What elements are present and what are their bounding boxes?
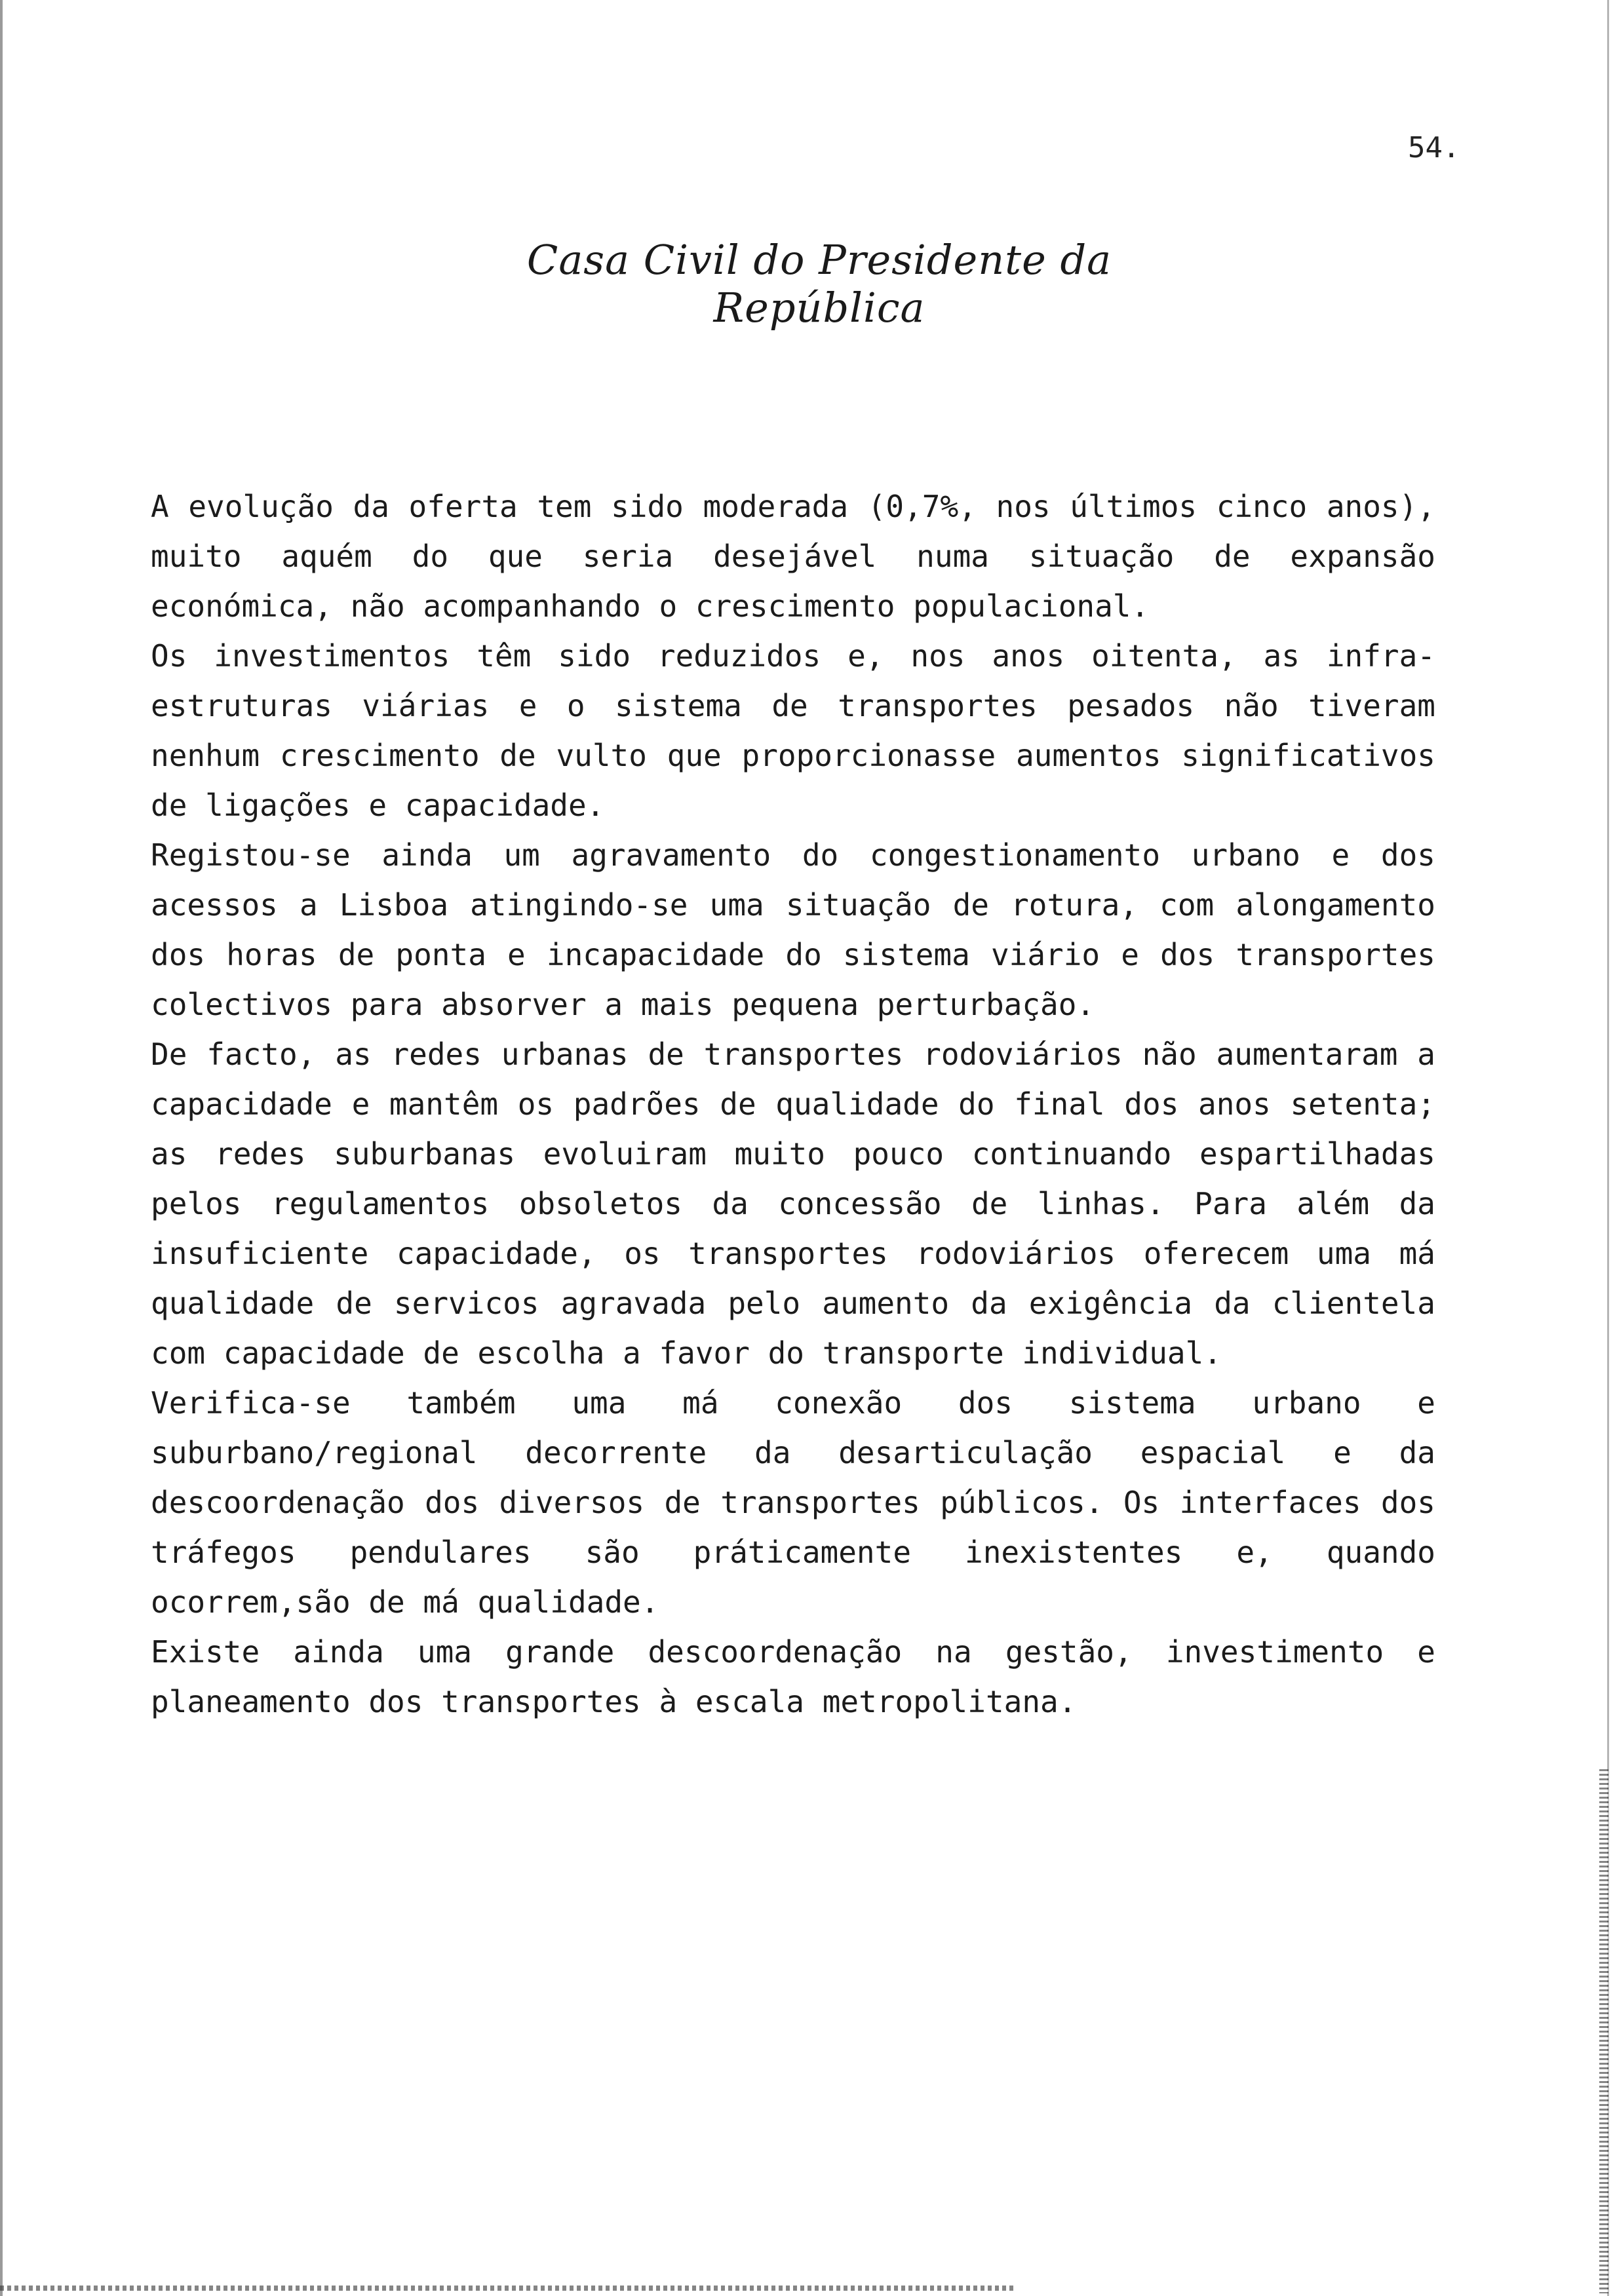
paragraph: Verifica-se também uma má conexão dos sistema urbano e suburbano/regional decorrente da desarticulação espacial e da descoordenação dos diversos de transportes públicos. Os interfaces dos tráfegos pendulares são práticamente inexistentes e, quando ocorrem,são de má qualidade. (151, 1385, 1435, 1620)
scan-left-edge (0, 0, 3, 2296)
paragraph: Registou-se ainda um agravamento do congestionamento urbano e dos acessos a Lisboa atingindo-se uma situação de rotura, com alongamento dos horas de ponta e incapacidade do sistema viário e dos transportes colectivos para absorver a mais pequena perturbação. (151, 837, 1435, 1022)
paragraph: Existe ainda uma grande descoordenação na gestão, investimento e planeamento dos transportes à escala metropolitana. (151, 1634, 1435, 1719)
page-number: 54. (1408, 131, 1460, 164)
paragraph: Os investimentos têm sido reduzidos e, nos anos oitenta, as infra-estruturas viárias e o sistema de transportes pesados não tiveram nenhum crescimento de vulto que proporcionasse aumentos significativos de ligações e capacidade. (151, 638, 1435, 823)
letterhead: Casa Civil do Presidente da República (526, 236, 1112, 332)
scan-bottom-edge (0, 2286, 1016, 2291)
paragraph: A evolução da oferta tem sido moderada (0,7%, nos últimos cinco anos), muito aquém do que seria desejável numa situação de expansão económica, não acompanhando o crescimento populacional. (151, 489, 1435, 624)
paragraph: De facto, as redes urbanas de transportes rodoviários não aumentaram a capacidade e mantêm os padrões de qualidade do final dos anos setenta; as redes suburbanas evoluiram muito pouco continuando espartilhadas pelos regulamentos obsoletos da concessão de linhas. Para além da insuficiente capacidade, os transportes rodoviários oferecem uma má qualidade de servicos agravada pelo aumento da exigência da clientela com capacidade de escolha a favor do transporte individual. (151, 1037, 1435, 1371)
body-text (151, 482, 1435, 1727)
scan-right-edge-noise (1599, 1769, 1608, 2293)
